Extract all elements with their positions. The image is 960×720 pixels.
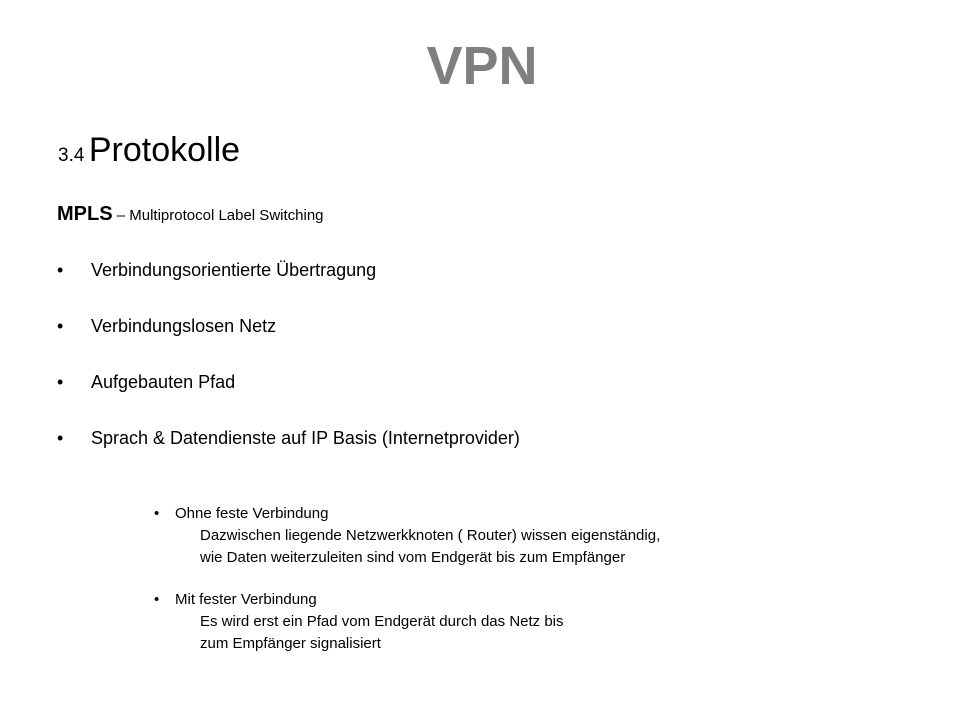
protocol-abbreviation: MPLS — [57, 203, 113, 225]
section-number: 3.4 — [58, 145, 85, 166]
sub-bullet-line: wie Daten weiterzuleiten sind vom Endgerät bis zum Empfänger — [200, 549, 626, 566]
bullet-text: Sprach & Datendienste auf IP Basis (Internetprovider) — [91, 428, 520, 448]
sub-bullet-dot-icon: • — [154, 505, 160, 522]
protocol-subtitle — [57, 199, 324, 231]
protocol-description: – Multiprotocol Label Switching — [112, 207, 324, 224]
section-name: Protokolle — [88, 131, 241, 169]
sub-bullet-item — [154, 503, 660, 569]
sub-bullet-dot-icon: • — [154, 591, 160, 608]
bullet-text: Verbindungslosen Netz — [91, 316, 277, 336]
bullet-dot-icon: • — [57, 428, 64, 448]
sub-bullet-line: Dazwischen liegende Netzwerkknoten ( Router) wissen eigenständig, — [200, 527, 661, 544]
sub-bullet-list — [154, 503, 660, 655]
section-heading — [58, 128, 240, 179]
sub-bullet-head — [154, 589, 660, 611]
bullet-text: Verbindungsorientierte Übertragung — [91, 260, 377, 280]
sub-bullet-line: zum Empfänger signalisiert — [200, 635, 381, 652]
slide-title: VPN — [426, 36, 538, 96]
sub-bullet-head — [154, 503, 660, 525]
bullet-text: Aufgebauten Pfad — [91, 372, 236, 392]
sub-bullet-label: Mit fester Verbindung — [175, 591, 317, 608]
bullet-dot-icon: • — [57, 372, 64, 392]
bullet-dot-icon: • — [57, 260, 64, 280]
sub-bullet-label: Ohne feste Verbindung — [175, 505, 329, 522]
sub-bullet-item — [154, 589, 660, 655]
sub-bullet-line: Es wird erst ein Pfad vom Endgerät durch das Netz bis — [200, 613, 564, 630]
bullet-dot-icon: • — [57, 316, 64, 336]
